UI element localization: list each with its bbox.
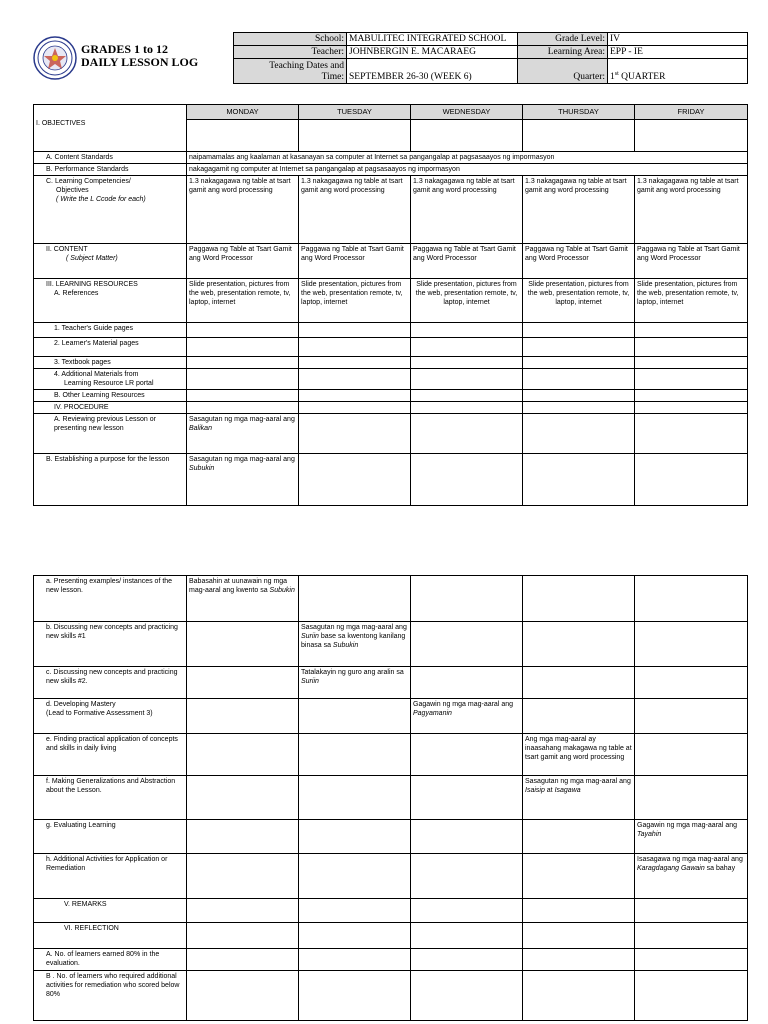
textbook-label: 3. Textbook pages: [34, 357, 187, 369]
competency-friday: 1.3 nakagagawa ng table at tsart gamit ang word processing: [635, 176, 748, 244]
procedure-heading: IV. PROCEDURE: [34, 402, 187, 414]
resources-friday: Slide presentation, pictures from the web, presentation remote, tv, laptop, internet: [635, 279, 748, 323]
form-title: GRADES 1 to 12 DAILY LESSON LOG: [81, 42, 199, 69]
reviewing-lesson-label: A. Reviewing previous Lesson or presenting new lesson: [34, 414, 187, 454]
teacher-value: JOHNBERGIN E. MACARAEG: [347, 46, 518, 59]
resources-monday: Slide presentation, pictures from the web, presentation remote, tv, laptop, internet: [187, 279, 299, 323]
content-tuesday: Paggawa ng Table at Tsart Gamit ang Word Processor: [299, 244, 411, 279]
new-concepts-1-tuesday: Sasagutan ng mga mag-aaral ang Suriin base sa kwentong kanilang binasa sa Subukin: [299, 622, 411, 667]
content-heading: II. CONTENT ( Subject Matter): [34, 244, 187, 279]
reflection-b-label: B . No. of learners who required additional activities for remediation who scored below 80%: [34, 971, 187, 1021]
additional-activities-friday: Isasagawa ng mga mag-aaral ang Karagdagang Gawain sa bahay: [635, 854, 748, 899]
reviewing-monday: Sasagutan ng mga mag-aaral ang Balikan: [187, 414, 299, 454]
lesson-log-table-page1: [33, 104, 748, 506]
evaluating-learning-friday: Gagawin ng mga mag-aaral ang Tayahin: [635, 820, 748, 854]
day-thursday: THURSDAY: [523, 105, 635, 120]
day-wednesday: WEDNESDAY: [411, 105, 523, 120]
performance-standards-value: nakagagamit ng computer at Internet sa pangangalap at pagsasaayos ng impormasyon: [187, 164, 748, 176]
presenting-examples-label: a. Presenting examples/ instances of the new lesson.: [34, 576, 187, 622]
area-label: Learning Area:: [518, 46, 608, 59]
purpose-label: B. Establishing a purpose for the lesson: [34, 454, 187, 506]
content-friday: Paggawa ng Table at Tsart Gamit ang Word Processor: [635, 244, 748, 279]
evaluating-learning-label: g. Evaluating Learning: [34, 820, 187, 854]
practical-application-label: e. Finding practical application of concepts and skills in daily living: [34, 734, 187, 776]
additional-activities-label: h. Additional Activities for Application or Remediation: [34, 854, 187, 899]
additional-materials-label: 4. Additional Materials from Learning Resource LR portal: [34, 369, 187, 390]
competency-tuesday: 1.3 nakagagawa ng table at tsart gamit ang word processing: [299, 176, 411, 244]
other-resources-label: B. Other Learning Resources: [34, 390, 187, 402]
grade-label: Grade Level:: [518, 33, 608, 46]
reflection-heading: VI. REFLECTION: [34, 923, 187, 949]
content-standards-value: naipamamalas ang kaalaman at kasanayan sa computer at Internet sa pangangalap at pagsasaayos ng impormasyon: [187, 152, 748, 164]
performance-standards-label: B. Performance Standards: [34, 164, 187, 176]
deped-seal-logo: [33, 36, 77, 80]
practical-application-thursday: Ang mga mag-aaral ay inaasahang makagawa ng table at tsart gamit ang word processing: [523, 734, 635, 776]
school-value: MABULITEC INTEGRATED SCHOOL: [347, 33, 518, 46]
resources-thursday: Slide presentation, pictures from the web, presentation remote, tv, laptop, internet: [523, 279, 635, 323]
generalizations-thursday: Sasagutan ng mga mag-aaral ang Isaisip at Isagawa: [523, 776, 635, 820]
competency-wednesday: 1.3 nakagagawa ng table at tsart gamit ang word processing: [411, 176, 523, 244]
quarter-value: 1st QUARTER: [608, 59, 748, 84]
competency-thursday: 1.3 nakagagawa ng table at tsart gamit ang word processing: [523, 176, 635, 244]
reflection-a-label: A. No. of learners earned 80% in the evaluation.: [34, 949, 187, 971]
school-label: School:: [234, 33, 347, 46]
header-info-table: [233, 32, 748, 84]
resources-wednesday: Slide presentation, pictures from the web, presentation remote, tv, laptop, internet: [411, 279, 523, 323]
day-friday: FRIDAY: [635, 105, 748, 120]
presenting-examples-monday: Babasahin at uunawain ng mga mag-aaral ang kwento sa Subukin: [187, 576, 299, 622]
developing-mastery-label: d. Developing Mastery (Lead to Formative Assessment 3): [34, 699, 187, 734]
content-standards-label: A. Content Standards: [34, 152, 187, 164]
day-tuesday: TUESDAY: [299, 105, 411, 120]
new-concepts-1-label: b. Discussing new concepts and practicing new skills #1: [34, 622, 187, 667]
teachers-guide-label: 1. Teacher's Guide pages: [34, 323, 187, 338]
objectives-heading: I. OBJECTIVES: [34, 105, 187, 152]
day-monday: MONDAY: [187, 105, 299, 120]
generalizations-label: f. Making Generalizations and Abstraction about the Lesson.: [34, 776, 187, 820]
dates-label: Teaching Dates and Time:: [234, 59, 347, 84]
competencies-label: C. Learning Competencies/ Objectives ( Write the L Ccode for each): [34, 176, 187, 244]
learners-material-label: 2. Learner's Material pages: [34, 338, 187, 357]
new-concepts-2-label: c. Discussing new concepts and practicing new skills #2.: [34, 667, 187, 699]
developing-mastery-wednesday: Gagawin ng mga mag-aaral ang Pagyamanin: [411, 699, 523, 734]
competency-monday: 1.3 nakagagawa ng table at tsart gamit ang word processing: [187, 176, 299, 244]
area-value: EPP - IE: [608, 46, 748, 59]
resources-heading: III. LEARNING RESOURCES A. References: [34, 279, 187, 323]
grade-value: IV: [608, 33, 748, 46]
content-thursday: Paggawa ng Table at Tsart Gamit ang Word Processor: [523, 244, 635, 279]
quarter-label: Quarter:: [518, 59, 608, 84]
content-monday: Paggawa ng Table at Tsart Gamit ang Word Processor: [187, 244, 299, 279]
resources-tuesday: Slide presentation, pictures from the web, presentation remote, tv, laptop, internet: [299, 279, 411, 323]
teacher-label: Teacher:: [234, 46, 347, 59]
remarks-heading: V. REMARKS: [34, 899, 187, 923]
purpose-monday: Sasagutan ng mga mag-aaral ang Subukin: [187, 454, 299, 506]
content-wednesday: Paggawa ng Table at Tsart Gamit ang Word Processor: [411, 244, 523, 279]
dates-value: SEPTEMBER 26-30 (WEEK 6): [347, 59, 518, 84]
lesson-log-table-page2: [33, 575, 748, 1021]
new-concepts-2-tuesday: Tatalakayin ng guro ang aralin sa Suriin: [299, 667, 411, 699]
